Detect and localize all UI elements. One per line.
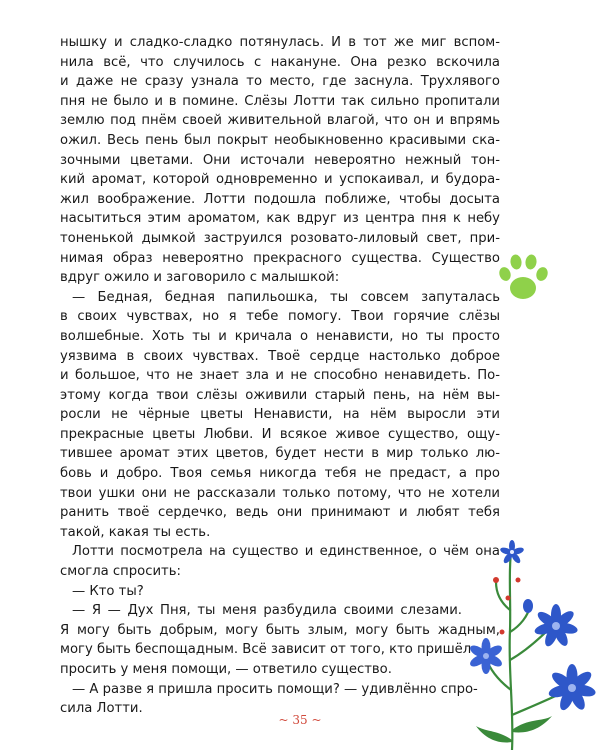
text-line: такой, какая ты есть. <box>60 524 211 540</box>
text-line: Лотти посмотрела на существо и единственное, о чём она <box>72 544 500 560</box>
text-line: и большое, что не знает зла и не способно ненавидеть. По- <box>60 368 500 384</box>
text-line: Я могу быть добрым, могу быть злым, могу быть жадным, <box>60 622 500 638</box>
text-line: — А разве я пришла просить помощи? — удивлённо спро- <box>72 681 478 697</box>
story-text <box>60 33 500 719</box>
paw-print-icon <box>496 250 550 306</box>
text-line: — Я — Дух Пня, ты меня разбудила своими слезами. <box>72 603 462 619</box>
text-line: тившее аромат этих цветов, будет нести в мир только лю- <box>60 446 500 462</box>
text-line: твои ушки они не рассказали только потому, что не хотели <box>60 485 500 501</box>
page-number: ~ 35 ~ <box>278 713 322 727</box>
text-line: в своих чувствах, но я тебе помогу. Твои горячие слёзы <box>60 309 500 325</box>
text-line: этому когда твои слёзы оживили старый пень, на нём вы- <box>60 387 500 403</box>
text-line: бовь и добро. Твоя семья никогда тебя не предаст, а про <box>60 466 500 482</box>
text-line: могу быть беспощадным. Всё зависит от того, кто пришёл <box>60 642 472 658</box>
text-line: сила Лотти. <box>60 701 143 717</box>
text-line: — Кто ты? <box>72 583 144 599</box>
text-line: — Бедная, бедная папильошка, ты совсем запуталась <box>72 289 500 305</box>
text-line: кий аромат, которой одновременно и успокаивал, и будора- <box>60 172 500 188</box>
text-line: вдруг ожило и заговорило с малышкой: <box>60 270 340 286</box>
text-line: насытиться этим ароматом, как вдруг из центра пня к небу <box>60 211 500 227</box>
text-line: тоненькой дымкой заструился розовато-лиловый свет, при- <box>60 230 500 246</box>
text-line: и даже не сразу узнала то место, где заснула. Трухлявого <box>60 74 500 90</box>
text-line: ранить твоё сердечко, ведь они принимают и любят тебя <box>60 505 500 521</box>
text-line: нышку и сладко-сладко потянулась. И в тот же миг вспом- <box>60 35 500 50</box>
text-line: прекрасные цветы Любви. И всякое живое существо, ощу- <box>60 426 500 442</box>
text-line: ожил. Весь пень был покрыт необыкновенно красивыми ска- <box>60 132 500 148</box>
text-line: нимая образ невероятно прекрасного существа. Существо <box>60 250 500 266</box>
text-line: пня не было и в помине. Слёзы Лотти так сильно пропитали <box>60 93 500 109</box>
text-line: росли не чёрные цветы Ненависти, на нём выросли эти <box>60 407 500 423</box>
text-line: просить у меня помощи, — ответило существо. <box>60 662 392 677</box>
text-line: уязвима в своих чувствах. Твоё сердце настолько доброе <box>60 348 500 364</box>
text-line: смогла спросить: <box>60 564 181 580</box>
text-line: землю под пнём своей живительной влагой, что он и впрямь <box>60 113 500 129</box>
text-line: жил воображение. Лотти подошла поближе, чтобы досыта <box>60 191 500 207</box>
text-line: нила всё, что случилось с накануне. Она резко вскочила <box>60 54 500 70</box>
text-line: зочными цветами. Они источали невероятно нежный тон- <box>60 152 500 168</box>
text-line: волшебные. Хоть ты и кричала о ненависти, но ты просто <box>60 328 500 344</box>
